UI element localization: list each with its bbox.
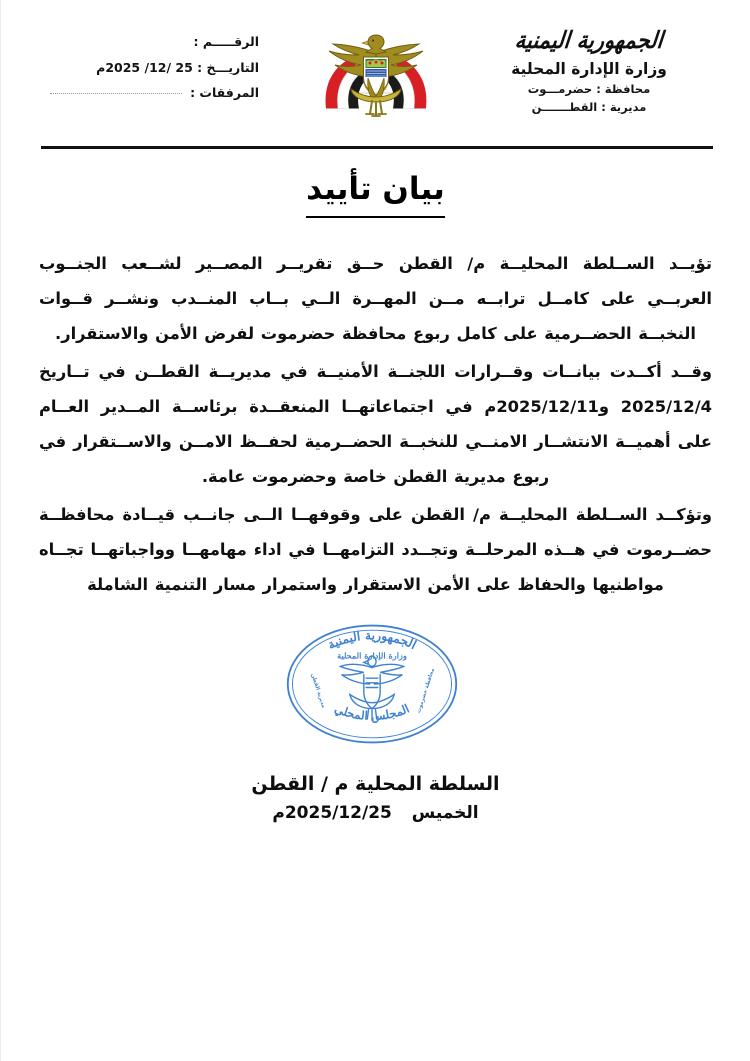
svg-text:محافظة حضرموت: محافظة حضرموت — [415, 667, 437, 714]
signature-block — [1, 770, 750, 823]
svg-text:مديرية القطن: مديرية القطن — [309, 672, 327, 709]
signature-date-row — [1, 803, 750, 823]
attachments-dotted-line — [50, 93, 182, 94]
official-seal-stamp — [284, 622, 460, 746]
ministry-name: وزارة الإدارة المحلية — [511, 60, 667, 79]
meta-row-number — [39, 36, 259, 49]
page-title-wrapper — [1, 170, 750, 218]
document-header — [1, 0, 750, 140]
signing-authority: السلطة المحلية م / القطن — [251, 773, 500, 795]
date-label: التاريـــخ : — [197, 59, 259, 75]
district-line: مديرية : القطـــــــن — [531, 100, 647, 115]
header-divider — [41, 146, 713, 149]
header-ministry-block — [464, 25, 714, 115]
meta-row-date — [39, 59, 259, 75]
signature-day: الخميس — [411, 802, 479, 823]
svg-text:المجلس المحلي: المجلس المحلي — [332, 701, 412, 724]
meta-row-attachments — [39, 87, 259, 100]
republic-calligraphy: الجمهورية اليمنية — [513, 25, 665, 54]
governorate-line: محافظة : حضرمـــوت — [527, 82, 651, 97]
svg-text:وزارة الإدارة المحلية: وزارة الإدارة المحلية — [337, 650, 407, 661]
document-body — [39, 246, 712, 602]
header-meta-block — [39, 36, 259, 113]
svg-text:الجمهورية اليمنية: الجمهورية اليمنية — [325, 627, 420, 653]
number-label: الرقـــــم : — [193, 34, 259, 49]
body-paragraph-1: تؤيــد الســلطة المحليــة م/ القطن حــق تقريــر المصــير لشــعب الجنــوب العربــي على كامــل ترابــه مــن المهــرة الــي بــاب المنــدب ونشــر قــوات النخبــة الحضــرمية على كامل ربوع محافظة حضرموت لفرض الأمن والاستقرار. — [39, 254, 712, 343]
date-value: 25 /12/ 2025م — [96, 59, 193, 75]
body-paragraph-2: وقــد أكــدت بيانــات وقــرارات اللجنــة الأمنيــة في مديريــة القطــن في تــاريخ 2025/12/4 و2025/12/11م في اجتماعاتهــا المنعقــدة برئاســة المــدير العــام على أهميــة الانتشــار الامنــي للنخبــة الحضــرمية لحفــظ الامــن والاســتقرار في ربوع مديرية القطن خاصة وحضرموت عامة. — [39, 362, 712, 486]
body-paragraph-3: وتؤكــد الســلطة المحليــة م/ القطن على وقوفهــا الــى جانــب قيــادة محافظــة حضــرموت في هــذه المرحلــة وتجــدد التزامهــا في اداء مهامهــا وواجباتهــا تجــاه مواطنيها والحفاظ على الأمن الاستقرار واستمرار مسار التنمية الشاملة — [39, 505, 712, 594]
attachments-label: المرفقات : — [190, 85, 259, 100]
signature-date: 2025/12/25م — [272, 802, 392, 823]
national-emblem-icon — [316, 24, 436, 128]
page-title: بيان تأييد — [306, 170, 445, 218]
